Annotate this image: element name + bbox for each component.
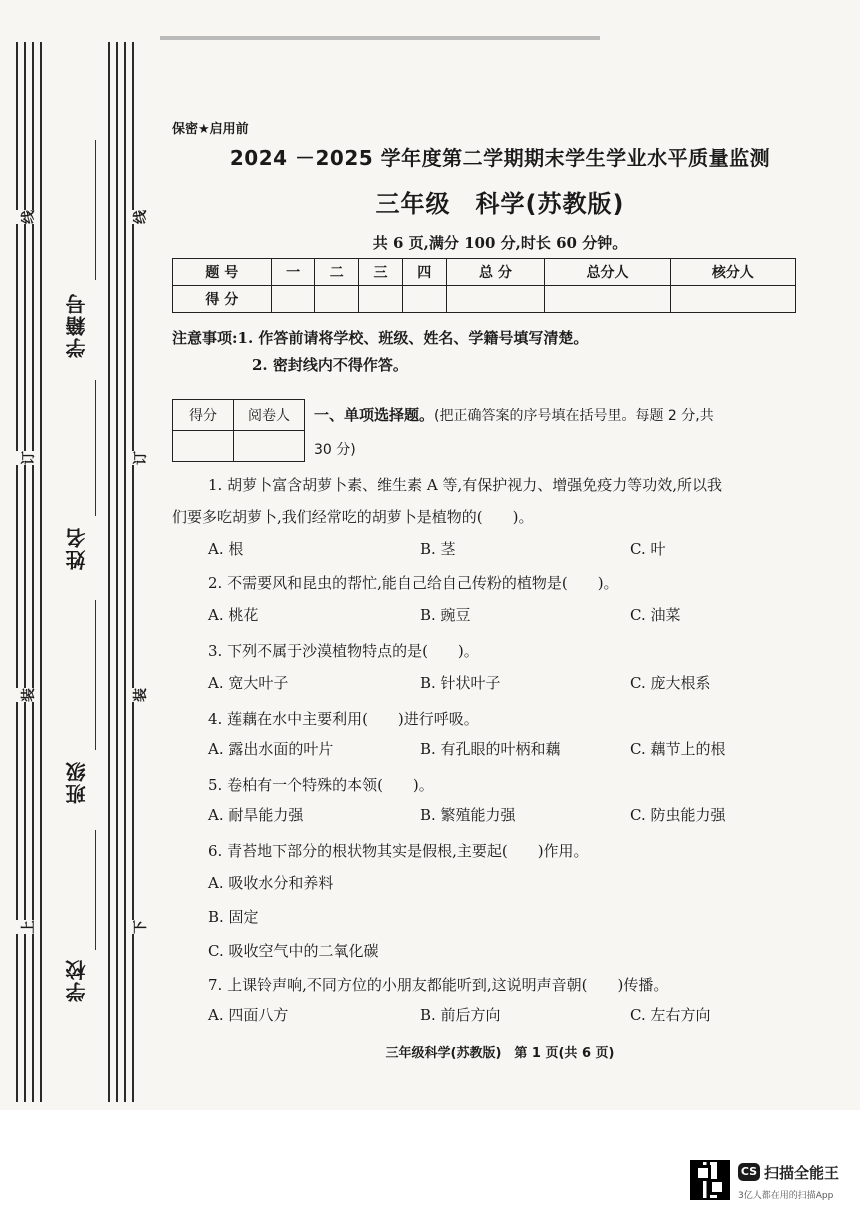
qr-code-icon <box>690 1160 730 1200</box>
score-input-cell[interactable] <box>446 286 545 313</box>
question-stem: 4. 莲藕在水中主要利用( )进行呼吸。 <box>208 710 479 728</box>
option[interactable]: A. 桃花 <box>208 606 259 624</box>
option[interactable]: B. 豌豆 <box>420 606 471 624</box>
score-input-cell[interactable] <box>271 286 315 313</box>
option[interactable]: C. 庞大根系 <box>630 674 711 692</box>
option[interactable]: A. 宽大叶子 <box>208 674 289 692</box>
note-line: 2. 密封线内不得作答。 <box>252 356 408 374</box>
score-table-cell: 一 <box>271 259 315 286</box>
seal-mark-bind: 装 <box>16 688 40 702</box>
question-stem: 3. 下列不属于沙漠植物特点的是( )。 <box>208 642 479 660</box>
score-table-cell: 二 <box>315 259 359 286</box>
score-table-cell: 得 分 <box>173 286 272 313</box>
class-field[interactable] <box>95 600 96 750</box>
binding-line <box>24 42 26 1102</box>
score-table-cell: 总 分 <box>446 259 545 286</box>
score-input-cell[interactable] <box>545 286 670 313</box>
option[interactable]: C. 吸收空气中的二氧化碳 <box>208 942 379 960</box>
binding-line <box>32 42 34 1102</box>
exam-subject: 三年级 科学(苏教版) <box>375 190 625 218</box>
grader-score-label: 得分 <box>173 400 234 431</box>
option[interactable]: B. 繁殖能力强 <box>420 806 516 824</box>
option[interactable]: A. 露出水面的叶片 <box>208 740 334 758</box>
scanner-app-name: 扫描全能王 <box>764 1164 840 1182</box>
option[interactable]: A. 根 <box>208 540 244 558</box>
option[interactable]: B. 有孔眼的叶柄和藕 <box>420 740 561 758</box>
seal-mark-bind: 装 <box>128 688 152 702</box>
grader-box <box>172 399 305 462</box>
seal-mark-up: 上 <box>16 920 40 934</box>
question-stem: 们要多吃胡萝卜,我们经常吃的胡萝卜是植物的( )。 <box>172 508 534 526</box>
option[interactable]: B. 茎 <box>420 540 456 558</box>
grader-reviewer-label: 阅卷人 <box>234 400 305 431</box>
section-instruction-cont: 30 分) <box>314 442 356 458</box>
student-id-field[interactable] <box>95 140 96 280</box>
score-table-score-row <box>173 286 796 313</box>
option[interactable]: A. 耐旱能力强 <box>208 806 304 824</box>
page-footer: 三年级科学(苏教版) 第 1 页(共 6 页) <box>385 1046 615 1061</box>
binding-line <box>132 42 134 1102</box>
option[interactable]: B. 前后方向 <box>420 1006 501 1024</box>
grader-reviewer-input[interactable] <box>234 431 305 462</box>
binding-line <box>108 42 110 1102</box>
seal-mark-staple: 订 <box>16 451 40 465</box>
school-label: 学校 <box>65 958 89 1002</box>
seal-mark-down: 下 <box>128 920 152 934</box>
score-table-cell: 核分人 <box>670 259 795 286</box>
student-id-label: 学籍号 <box>65 292 89 358</box>
binding-line <box>40 42 42 1102</box>
score-table-cell: 总分人 <box>545 259 670 286</box>
option[interactable]: A. 四面八方 <box>208 1006 289 1024</box>
camscanner-logo-icon: CS <box>738 1163 760 1181</box>
score-input-cell[interactable] <box>670 286 795 313</box>
note-line: 注意事项:1. 作答前请将学校、班级、姓名、学籍号填写清楚。 <box>172 329 589 347</box>
option[interactable]: C. 藕节上的根 <box>630 740 726 758</box>
seal-mark-staple: 订 <box>128 451 152 465</box>
question-stem: 5. 卷柏有一个特殊的本领( )。 <box>208 776 434 794</box>
option[interactable]: A. 吸收水分和养料 <box>208 874 334 892</box>
confidential-label: 保密★启用前 <box>172 122 249 137</box>
school-field[interactable] <box>95 830 96 950</box>
binding-line <box>116 42 118 1102</box>
name-field[interactable] <box>95 380 96 516</box>
exam-info: 共 6 页,满分 100 分,时长 60 分钟。 <box>372 234 628 252</box>
notes <box>172 325 588 379</box>
scan-edge-shadow <box>160 36 600 40</box>
section-heading <box>314 398 814 467</box>
question-stem: 1. 胡萝卜富含胡萝卜素、维生素 A 等,有保护视力、增强免疫力等功效,所以我 <box>208 476 722 494</box>
question-stem: 6. 青苔地下部分的根状物其实是假根,主要起( )作用。 <box>208 842 589 860</box>
exam-title: 2024 －2025 学年度第二学期期末学生学业水平质量监测 <box>229 146 771 170</box>
option[interactable]: B. 固定 <box>208 908 259 926</box>
name-label: 姓名 <box>65 526 89 570</box>
option[interactable]: C. 油菜 <box>630 606 681 624</box>
option[interactable]: C. 叶 <box>630 540 666 558</box>
question-stem: 7. 上课铃声响,不同方位的小朋友都能听到,这说明声音朝( )传播。 <box>208 976 669 994</box>
score-table <box>172 258 796 313</box>
grader-score-input[interactable] <box>173 431 234 462</box>
section-instruction: (把正确答案的序号填在括号里。每题 2 分,共 <box>434 408 714 424</box>
question-stem: 2. 不需要风和昆虫的帮忙,能自己给自己传粉的植物是( )。 <box>208 574 619 592</box>
option[interactable]: B. 针状叶子 <box>420 674 501 692</box>
binding-line <box>124 42 126 1102</box>
score-table-header-row <box>173 259 796 286</box>
seal-mark-line: 线 <box>128 210 152 224</box>
option[interactable]: C. 左右方向 <box>630 1006 711 1024</box>
option[interactable]: C. 防虫能力强 <box>630 806 726 824</box>
score-input-cell[interactable] <box>315 286 359 313</box>
score-table-cell: 三 <box>359 259 403 286</box>
class-label: 班级 <box>65 760 89 804</box>
scanner-tagline: 3亿人都在用的扫描App <box>738 1191 834 1201</box>
score-table-cell: 四 <box>402 259 446 286</box>
score-table-cell: 题 号 <box>173 259 272 286</box>
section-title: 一、单项选择题。 <box>314 406 435 424</box>
score-input-cell[interactable] <box>402 286 446 313</box>
binding-line <box>16 42 18 1102</box>
score-input-cell[interactable] <box>359 286 403 313</box>
seal-mark-line: 线 <box>16 210 40 224</box>
